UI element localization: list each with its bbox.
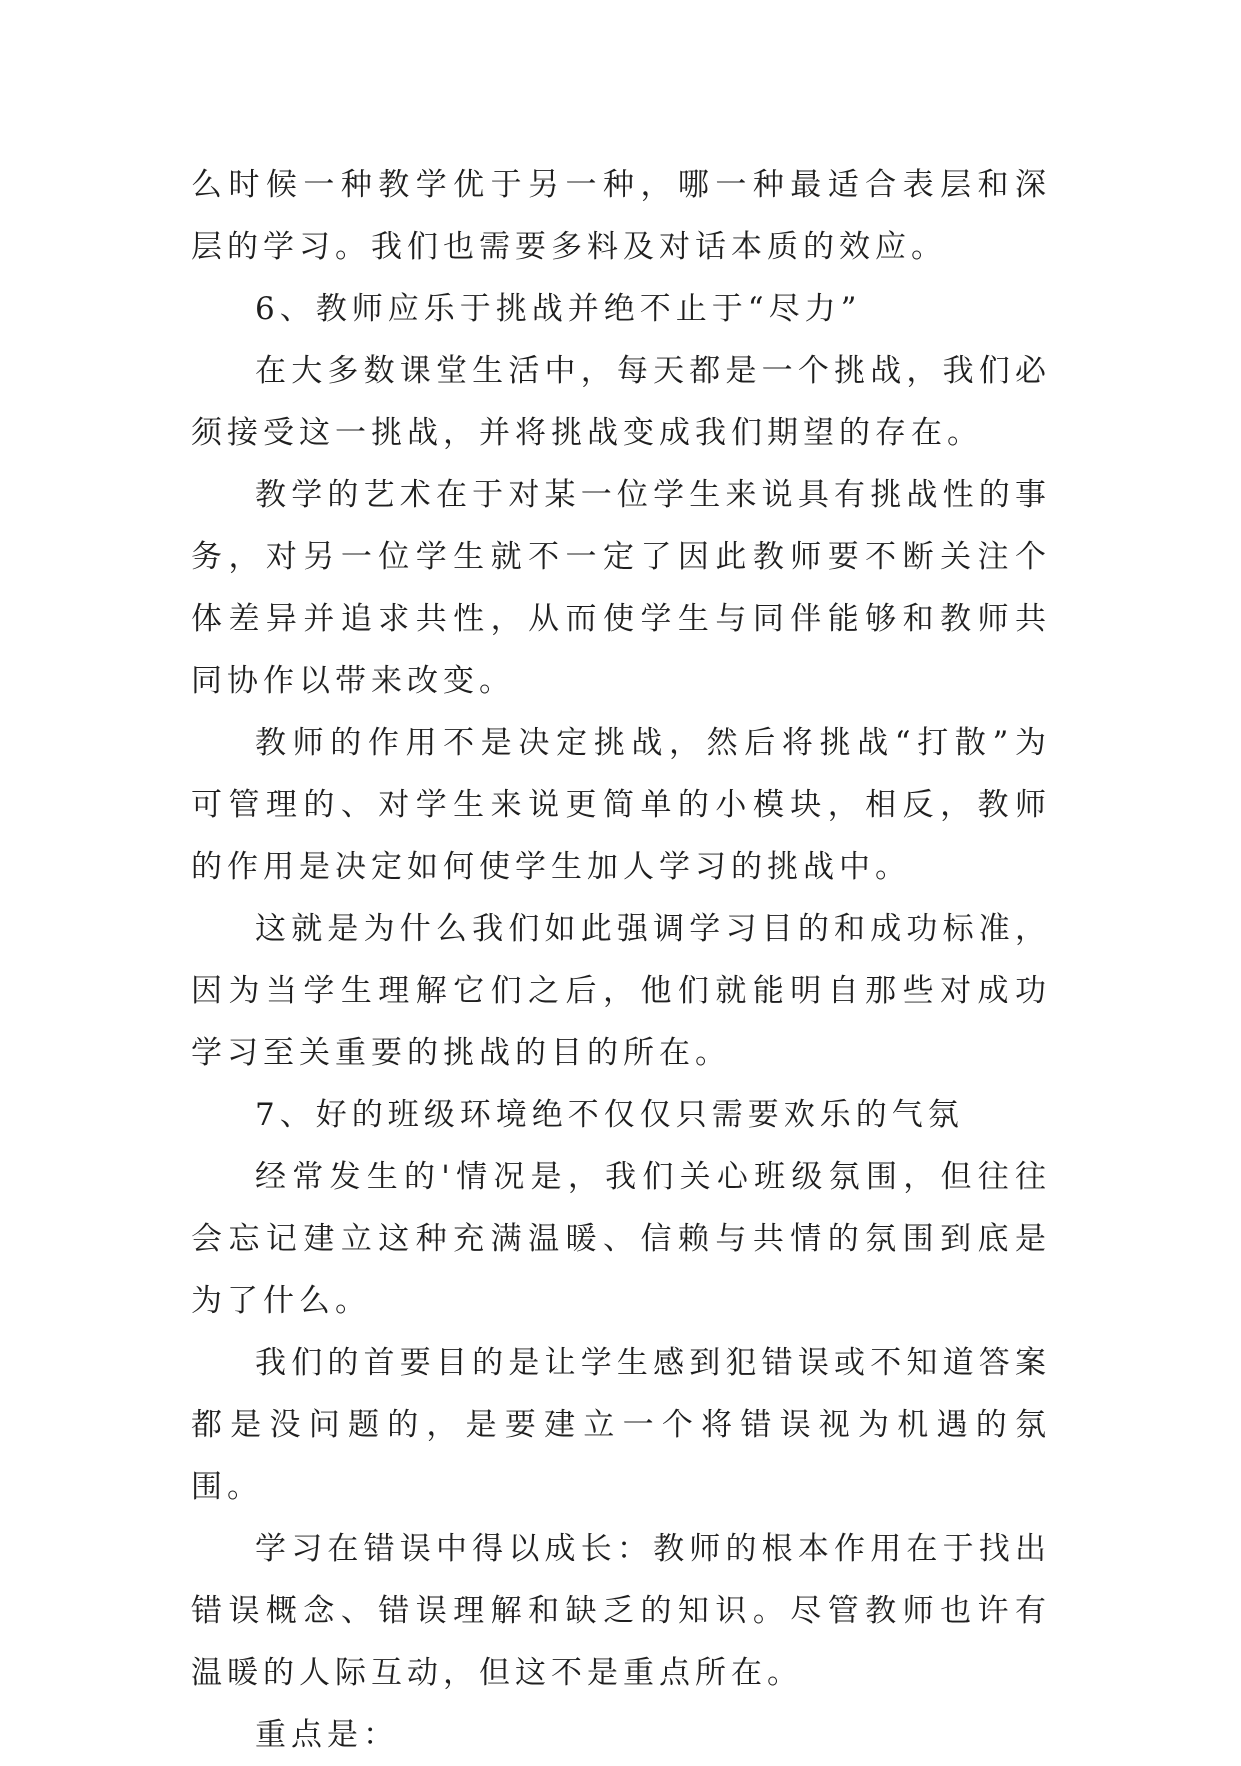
- paragraph-continuation: 么时候一种教学优于另一种，哪一种最适合表层和深层的学习。我们也需要多料及对话本质的效应。: [191, 167, 1051, 265]
- paragraph: 教师的作用不是决定挑战，然后将挑战“打散”为可管理的、对学生来说更简单的小模块，相反，教师的作用是决定如何使学生加人学习的挑战中。: [191, 725, 1051, 885]
- paragraph: 重点是：: [255, 1717, 399, 1753]
- paragraph: 学习在错误中得以成长：教师的根本作用在于找出错误概念、错误理解和缺乏的知识。尽管教师也许有温暖的人际互动，但这不是重点所在。: [191, 1531, 1051, 1691]
- section-heading-6: 6、教师应乐于挑战并绝不止于“尽力”: [255, 291, 862, 327]
- paragraph: 在大多数课堂生活中，每天都是一个挑战，我们必须接受这一挑战，并将挑战变成我们期望的存在。: [191, 353, 1051, 451]
- section-heading-7: 7、好的班级环境绝不仅仅只需要欢乐的气氛: [255, 1097, 964, 1133]
- document-body: [191, 154, 1051, 1766]
- paragraph: 这就是为什么我们如此强调学习目的和成功标准，因为当学生理解它们之后，他们就能明自那些对成功学习至关重要的挑战的目的所在。: [191, 911, 1051, 1071]
- paragraph: 我们的首要目的是让学生感到犯错误或不知道答案都是没问题的，是要建立一个将错误视为机遇的氛围。: [191, 1345, 1051, 1505]
- paragraph: 经常发生的'情况是，我们关心班级氛围，但往往会忘记建立这种充满温暖、信赖与共情的氛围到底是为了什么。: [191, 1159, 1051, 1319]
- paragraph: 教学的艺术在于对某一位学生来说具有挑战性的事务，对另一位学生就不一定了因此教师要不断关注个体差异并追求共性，从而使学生与同伴能够和教师共同协作以带来改变。: [191, 477, 1051, 699]
